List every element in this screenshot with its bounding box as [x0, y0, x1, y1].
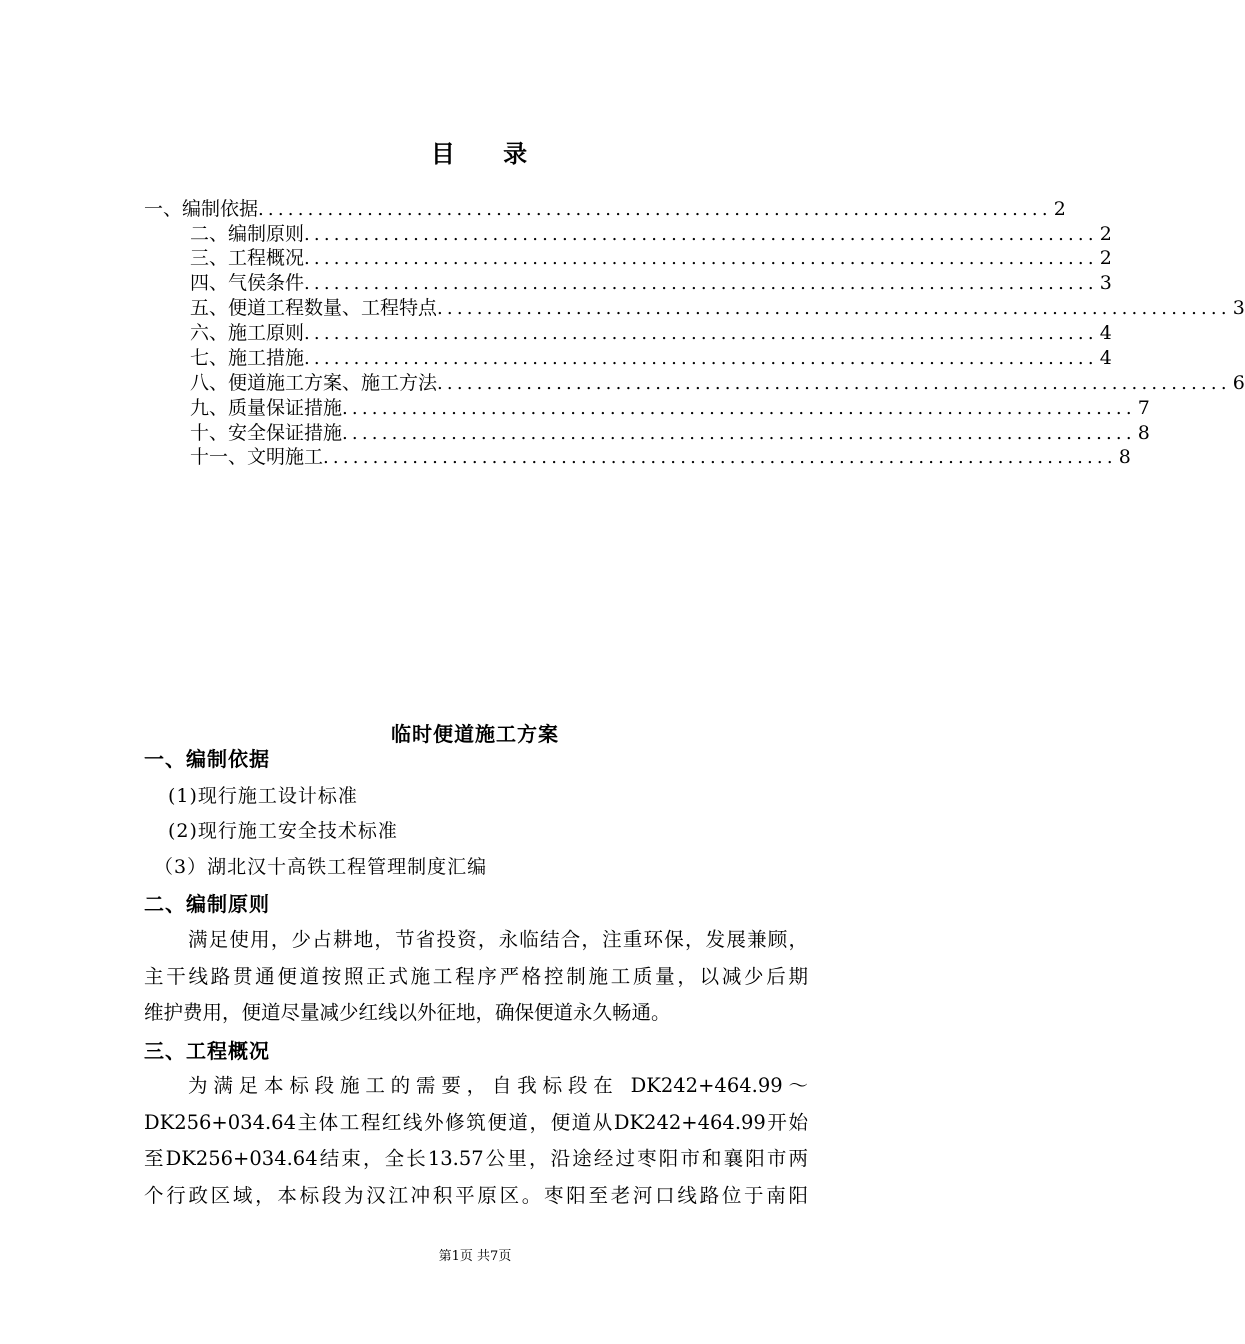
toc-entry[interactable] — [144, 197, 1066, 222]
toc-entry-page: 7 — [1137, 397, 1150, 419]
page-footer: 第1页 共7页 — [438, 1249, 512, 1264]
toc-entry-page: 4 — [1099, 347, 1112, 369]
toc-entry[interactable] — [190, 396, 1150, 421]
paragraph-line: 主干线路贯通便道按照正式施工程序严格控制施工质量，以减少后期 — [144, 964, 808, 988]
toc-entry-page: 3 — [1099, 272, 1112, 294]
toc-leader-dots: ................................................................................ — [437, 373, 1231, 394]
section-2-paragraph — [144, 922, 808, 1032]
toc-entry-page: 4 — [1099, 322, 1112, 344]
toc-entry[interactable] — [190, 445, 1131, 470]
paragraph-line: 维护费用，便道尽量减少红线以外征地，确保便道永久畅通。 — [144, 1001, 671, 1024]
toc-leader-dots: ................................................................................ — [342, 423, 1136, 444]
toc-leader-dots: ................................................................................ — [304, 273, 1098, 294]
toc-entry[interactable] — [190, 346, 1112, 371]
paragraph-line: 为满足本标段施工的需要，自我标段在 DK242+464.99～ — [188, 1074, 808, 1097]
paragraph-line: 至DK256+034.64结束，全长13.57公里，沿途经过枣阳市和襄阳市两 — [144, 1147, 808, 1170]
toc-entry-page: 2 — [1099, 223, 1112, 245]
toc-entry[interactable] — [190, 371, 1245, 396]
section-2-heading: 二、编制原则 — [144, 892, 270, 916]
document-title: 临时便道施工方案 — [391, 722, 559, 746]
toc-entry-label: 九、质量保证措施 — [190, 397, 343, 419]
toc-entry-label: 五、便道工程数量、工程特点 — [190, 297, 438, 319]
toc-entry-label: 六、施工原则 — [190, 322, 305, 344]
paragraph-line: 个行政区域，本标段为汉江冲积平原区。枣阳至老河口线路位于南阳 — [144, 1183, 808, 1207]
reference-item-2: (2)现行施工安全技术标准 — [168, 820, 398, 842]
toc-leader-dots: ................................................................................ — [304, 348, 1098, 369]
toc-entry[interactable] — [190, 321, 1112, 346]
toc-title: 目 录 — [430, 139, 548, 168]
paragraph-line: DK256+034.64主体工程红线外修筑便道，便道从DK242+464.99开始 — [144, 1110, 808, 1134]
toc-leader-dots: ................................................................................ — [304, 224, 1098, 245]
toc-leader-dots: ................................................................................ — [323, 447, 1117, 468]
toc-entry-label: 二、编制原则 — [190, 223, 305, 245]
toc-entry[interactable] — [190, 296, 1245, 321]
toc-entry-page: 2 — [1053, 198, 1066, 220]
toc-entry-label: 四、气侯条件 — [190, 272, 305, 294]
section-3-paragraph — [144, 1068, 808, 1214]
toc-entry-page: 2 — [1099, 247, 1112, 269]
toc-entry[interactable] — [190, 271, 1112, 296]
toc-entry[interactable] — [190, 222, 1112, 247]
toc-entry-label: 八、便道施工方案、施工方法 — [190, 372, 438, 394]
toc-entry-page: 3 — [1232, 297, 1245, 319]
toc-entry-page: 6 — [1232, 372, 1245, 394]
toc-entry-label: 十一、文明施工 — [190, 446, 324, 468]
toc-leader-dots: ................................................................................ — [304, 248, 1098, 269]
toc-entry-label: 三、工程概况 — [190, 247, 305, 269]
section-1-heading: 一、编制依据 — [144, 747, 270, 771]
toc-leader-dots: ................................................................................ — [437, 298, 1231, 319]
toc-entry-page: 8 — [1137, 422, 1150, 444]
toc-entry-label: 七、施工措施 — [190, 347, 305, 369]
toc-leader-dots: ................................................................................ — [304, 323, 1098, 344]
toc-entry-label: 十、安全保证措施 — [190, 422, 343, 444]
toc-entry[interactable] — [190, 421, 1150, 446]
toc-leader-dots: ................................................................................ — [342, 398, 1136, 419]
reference-item-3: （3）湖北汉十高铁工程管理制度汇编 — [154, 856, 488, 878]
toc-entry-label: 一、编制依据 — [144, 198, 259, 220]
toc-leader-dots: ................................................................................ — [258, 199, 1052, 220]
toc-entry[interactable] — [190, 246, 1112, 271]
paragraph-line: 满足使用，少占耕地，节省投资，永临结合，注重环保，发展兼顾， — [188, 928, 808, 951]
section-3-heading: 三、工程概况 — [144, 1039, 270, 1063]
toc-entry-page: 8 — [1118, 446, 1131, 468]
reference-item-1: (1)现行施工设计标准 — [168, 785, 358, 807]
